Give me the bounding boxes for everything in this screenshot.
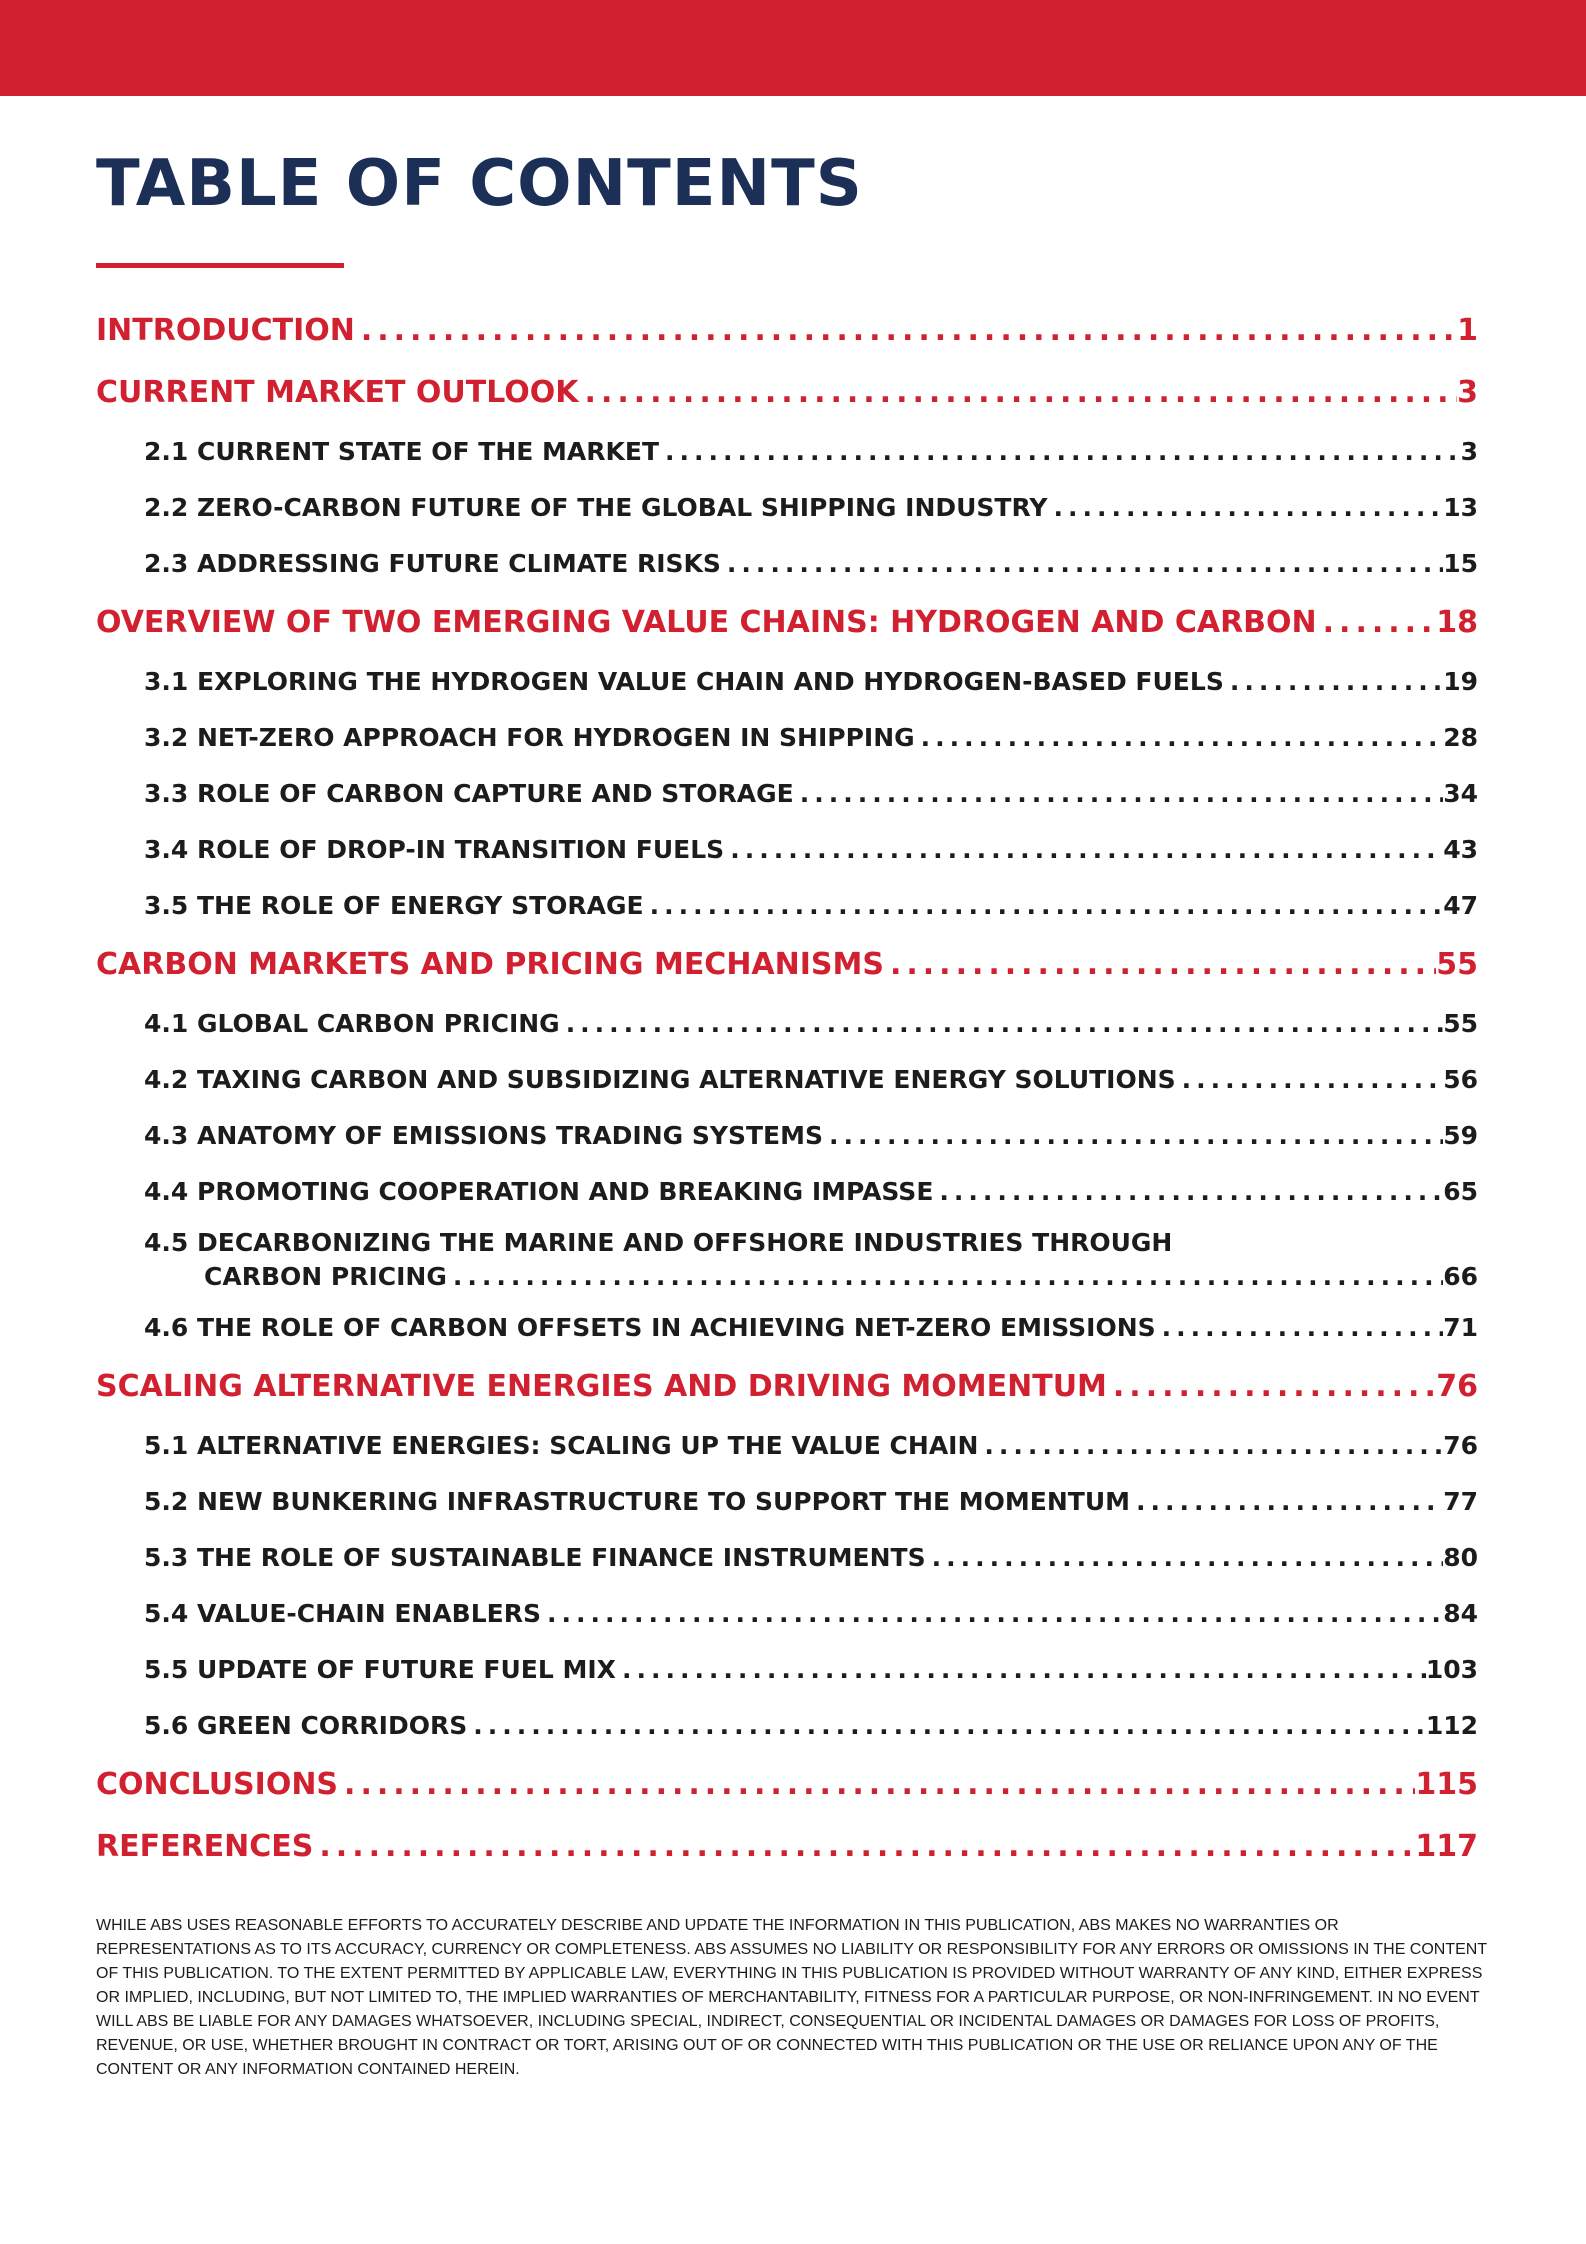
dot-leader bbox=[1130, 1474, 1443, 1530]
dot-leader bbox=[338, 1754, 1415, 1816]
toc-label-continuation bbox=[144, 1260, 1478, 1294]
toc-entry-2-3[interactable] bbox=[96, 536, 1478, 592]
table-of-contents bbox=[96, 300, 1478, 1878]
dot-leader bbox=[1224, 654, 1443, 710]
toc-page-number: 103 bbox=[1425, 1655, 1478, 1684]
toc-page-number: 84 bbox=[1443, 1599, 1478, 1628]
toc-entry-3-1[interactable] bbox=[96, 654, 1478, 710]
toc-page-number: 1 bbox=[1457, 313, 1478, 348]
toc-label: 2.1 CURRENT STATE OF THE MARKET bbox=[144, 437, 660, 466]
toc-label: CONCLUSIONS bbox=[96, 1767, 339, 1802]
toc-page-number: 18 bbox=[1436, 605, 1478, 640]
toc-page-number: 66 bbox=[1443, 1262, 1478, 1291]
toc-entry-4-5[interactable] bbox=[96, 1220, 1478, 1300]
toc-entry-5-5[interactable] bbox=[96, 1642, 1478, 1698]
toc-entry-5-6[interactable] bbox=[96, 1698, 1478, 1754]
legal-disclaimer: WHILE ABS USES REASONABLE EFFORTS TO ACCURATELY DESCRIBE AND UPDATE THE INFORMATION IN THIS PUBLICATION, ABS MAKES NO WARRANTIES OR REPRESENTATIONS AS TO ITS ACCURACY, CURRENCY OR COMPLETENESS. ABS ASSUMES NO LIABILITY OR RESPONSIBILITY FOR ANY ERRORS OR OMISSIONS IN THE CONTENT OF THIS PUBLICATION. TO THE EXTENT PERMITTED BY APPLICABLE LAW, EVERYTHING IN THIS PUBLICATION IS PROVIDED WITHOUT WARRANTY OF ANY KIND, EITHER EXPRESS OR IMPLIED, INCLUDING, BUT NOT LIMITED TO, THE IMPLIED WARRANTIES OF MERCHANTABILITY, FITNESS FOR A PARTICULAR PURPOSE, OR NON-INFRINGEMENT. IN NO EVENT WILL ABS BE LIABLE FOR ANY DAMAGES WHATSOEVER, INCLUDING SPECIAL, INDIRECT, CONSEQUENTIAL OR INCIDENTAL DAMAGES OR DAMAGES FOR LOSS OF PROFITS, REVENUE, OR USE, WHETHER BROUGHT IN CONTRACT OR TORT, ARISING OUT OF OR CONNECTED WITH THIS PUBLICATION OR THE USE OR RELIANCE UPON ANY OF THE CONTENT OR ANY INFORMATION CONTAINED HEREIN. bbox=[96, 1917, 1487, 2078]
toc-entry-current-market-outlook[interactable] bbox=[96, 362, 1478, 424]
dot-leader bbox=[541, 1586, 1443, 1642]
toc-label: 4.6 THE ROLE OF CARBON OFFSETS IN ACHIEVING NET-ZERO EMISSIONS bbox=[144, 1313, 1156, 1342]
toc-page-number: 3 bbox=[1460, 437, 1478, 466]
page-title: TABLE OF CONTENTS bbox=[96, 147, 863, 221]
toc-label-line1: 4.5 DECARBONIZING THE MARINE AND OFFSHORE INDUSTRIES THROUGH bbox=[144, 1228, 1173, 1257]
toc-page-number: 77 bbox=[1443, 1487, 1478, 1516]
dot-leader bbox=[467, 1698, 1426, 1754]
header-band bbox=[0, 0, 1586, 96]
toc-entry-4-2[interactable] bbox=[96, 1052, 1478, 1108]
dot-leader bbox=[1317, 592, 1437, 654]
toc-page-number: 76 bbox=[1443, 1431, 1478, 1460]
toc-label: 4.2 TAXING CARBON AND SUBSIDIZING ALTERNATIVE ENERGY SOLUTIONS bbox=[144, 1065, 1176, 1094]
toc-page-number: 13 bbox=[1443, 493, 1478, 522]
toc-entry-3-4[interactable] bbox=[96, 822, 1478, 878]
dot-leader bbox=[313, 1816, 1415, 1878]
toc-label-line2: CARBON PRICING bbox=[204, 1262, 447, 1291]
toc-label: INTRODUCTION bbox=[96, 313, 355, 348]
dot-leader bbox=[933, 1164, 1443, 1220]
toc-label: 2.3 ADDRESSING FUTURE CLIMATE RISKS bbox=[144, 549, 721, 578]
toc-label: 3.3 ROLE OF CARBON CAPTURE AND STORAGE bbox=[144, 779, 794, 808]
toc-page-number: 55 bbox=[1443, 1009, 1478, 1038]
toc-entry-5-4[interactable] bbox=[96, 1586, 1478, 1642]
dot-leader bbox=[447, 1260, 1443, 1294]
toc-entry-4-1[interactable] bbox=[96, 996, 1478, 1052]
toc-label: 4.4 PROMOTING COOPERATION AND BREAKING IMPASSE bbox=[144, 1177, 934, 1206]
dot-leader bbox=[659, 424, 1461, 480]
toc-label: OVERVIEW OF TWO EMERGING VALUE CHAINS: HYDROGEN AND CARBON bbox=[96, 605, 1317, 640]
toc-page-number: 19 bbox=[1443, 667, 1478, 696]
dot-leader bbox=[823, 1108, 1443, 1164]
dot-leader bbox=[1047, 480, 1443, 536]
toc-entry-3-2[interactable] bbox=[96, 710, 1478, 766]
toc-label: 3.5 THE ROLE OF ENERGY STORAGE bbox=[144, 891, 644, 920]
toc-label: 4.3 ANATOMY OF EMISSIONS TRADING SYSTEMS bbox=[144, 1121, 824, 1150]
toc-page-number: 112 bbox=[1425, 1711, 1478, 1740]
dot-leader bbox=[724, 822, 1443, 878]
toc-entry-5-2[interactable] bbox=[96, 1474, 1478, 1530]
toc-page-number: 56 bbox=[1443, 1065, 1478, 1094]
toc-page-number: 55 bbox=[1436, 947, 1478, 982]
toc-page-number: 71 bbox=[1443, 1313, 1478, 1342]
toc-page-number: 65 bbox=[1443, 1177, 1478, 1206]
toc-label: CARBON MARKETS AND PRICING MECHANISMS bbox=[96, 947, 884, 982]
toc-label: 5.5 UPDATE OF FUTURE FUEL MIX bbox=[144, 1655, 616, 1684]
toc-entry-references[interactable] bbox=[96, 1816, 1478, 1878]
toc-page-number: 15 bbox=[1443, 549, 1478, 578]
toc-page-number: 80 bbox=[1443, 1543, 1478, 1572]
toc-label: SCALING ALTERNATIVE ENERGIES AND DRIVING MOMENTUM bbox=[96, 1369, 1107, 1404]
toc-page-number: 59 bbox=[1443, 1121, 1478, 1150]
title-underline bbox=[96, 263, 344, 268]
toc-label: 3.1 EXPLORING THE HYDROGEN VALUE CHAIN AND HYDROGEN-BASED FUELS bbox=[144, 667, 1224, 696]
toc-label: REFERENCES bbox=[96, 1829, 314, 1864]
toc-page-number: 47 bbox=[1443, 891, 1478, 920]
dot-leader bbox=[794, 766, 1443, 822]
toc-entry-4-4[interactable] bbox=[96, 1164, 1478, 1220]
dot-leader bbox=[884, 934, 1436, 996]
dot-leader bbox=[355, 300, 1457, 362]
dot-leader bbox=[1107, 1356, 1436, 1418]
dot-leader bbox=[915, 710, 1444, 766]
toc-label: 3.4 ROLE OF DROP-IN TRANSITION FUELS bbox=[144, 835, 725, 864]
toc-label: 4.1 GLOBAL CARBON PRICING bbox=[144, 1009, 560, 1038]
toc-page-number: 3 bbox=[1457, 375, 1478, 410]
toc-entry-scaling-alternative-energies[interactable] bbox=[96, 1356, 1478, 1418]
toc-label: 5.3 THE ROLE OF SUSTAINABLE FINANCE INSTRUMENTS bbox=[144, 1543, 926, 1572]
toc-entry-3-3[interactable] bbox=[96, 766, 1478, 822]
toc-label: 5.1 ALTERNATIVE ENERGIES: SCALING UP THE VALUE CHAIN bbox=[144, 1431, 979, 1460]
dot-leader bbox=[644, 878, 1444, 934]
toc-label: 5.2 NEW BUNKERING INFRASTRUCTURE TO SUPPORT THE MOMENTUM bbox=[144, 1487, 1131, 1516]
toc-entry-overview-value-chains[interactable] bbox=[96, 592, 1478, 654]
toc-entry-3-5[interactable] bbox=[96, 878, 1478, 934]
toc-label: CURRENT MARKET OUTLOOK bbox=[96, 375, 579, 410]
toc-label: 5.4 VALUE-CHAIN ENABLERS bbox=[144, 1599, 541, 1628]
toc-page-number: 117 bbox=[1415, 1829, 1478, 1864]
dot-leader bbox=[978, 1418, 1443, 1474]
toc-page-number: 34 bbox=[1443, 779, 1478, 808]
dot-leader bbox=[616, 1642, 1426, 1698]
dot-leader bbox=[721, 536, 1443, 592]
toc-page-number: 28 bbox=[1443, 723, 1478, 752]
toc-page-number: 43 bbox=[1443, 835, 1478, 864]
toc-label: 3.2 NET-ZERO APPROACH FOR HYDROGEN IN SHIPPING bbox=[144, 723, 915, 752]
toc-entry-carbon-markets[interactable] bbox=[96, 934, 1478, 996]
toc-page-number: 76 bbox=[1436, 1369, 1478, 1404]
dot-leader bbox=[1176, 1052, 1444, 1108]
dot-leader bbox=[579, 362, 1458, 424]
toc-entry-5-1[interactable] bbox=[96, 1418, 1478, 1474]
toc-entry-2-2[interactable] bbox=[96, 480, 1478, 536]
toc-page-number: 115 bbox=[1415, 1767, 1478, 1802]
toc-label: 5.6 GREEN CORRIDORS bbox=[144, 1711, 468, 1740]
dot-leader bbox=[560, 996, 1444, 1052]
dot-leader bbox=[1156, 1300, 1444, 1356]
toc-entry-4-6[interactable] bbox=[96, 1300, 1478, 1356]
toc-entry-introduction[interactable] bbox=[96, 300, 1478, 362]
toc-entry-5-3[interactable] bbox=[96, 1530, 1478, 1586]
toc-label: 2.2 ZERO-CARBON FUTURE OF THE GLOBAL SHIPPING INDUSTRY bbox=[144, 493, 1048, 522]
dot-leader bbox=[926, 1530, 1444, 1586]
toc-entry-conclusions[interactable] bbox=[96, 1754, 1478, 1816]
toc-entry-4-3[interactable] bbox=[96, 1108, 1478, 1164]
toc-entry-2-1[interactable] bbox=[96, 424, 1478, 480]
